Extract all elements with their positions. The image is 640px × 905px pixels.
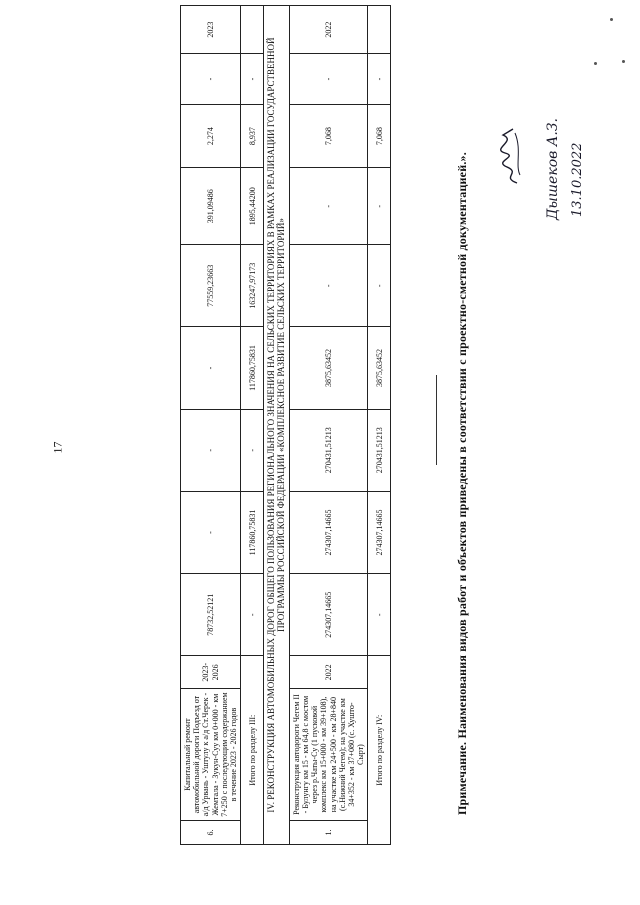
cell: 7,068 [289,104,368,168]
cell: 78732,52121 [181,574,241,656]
cell: 117860,75831 [241,491,264,573]
cell: - [368,54,391,104]
cell: - [368,574,391,656]
page-number: 17 [50,441,65,454]
cell: 274307,14665 [368,491,391,573]
cell: 274307,14665 [289,491,368,573]
works-table [180,5,391,845]
signature-scribble [495,125,525,185]
scan-dot [622,60,625,63]
cell: 3875,63452 [289,327,368,409]
table-row-total-4 [368,6,391,845]
cell [368,6,391,54]
object-name: Реконструкция автодороги Чегем II - Булунгу км 15 - км 64,8 с мостом через р.Чаты-Су (1 пусковой комплекс км 15+000 - км 39+108), на участке км 24+500 - км 28+840 (с.Нижний Чегем); на участке км 34+352 - км 37+080 (с. Хушто-Сырт) [289,689,368,821]
cell: 274307,14665 [289,574,368,656]
table-row [181,6,241,845]
cell: 77559,23663 [181,245,241,327]
cell [241,6,264,54]
object-name: Капитальный ремонт автомобильной дороги Подъезд от а/д Урвань - Уштулу к а/д Ст.Черек - Жемтала - Зукун-Суу км 0+000 - км 7+250 с последующим содержанием в течение 2023 - 2026 годов [181,689,241,821]
cell: 391,09486 [181,168,241,245]
cell: - [289,168,368,245]
cell: - [289,54,368,104]
cell: - [181,327,241,409]
total-label: Итого по разделу III: [241,656,264,845]
period: 2022 [289,656,368,689]
table-row [289,6,368,845]
cell: 8,937 [241,104,264,168]
cell: 1895,44200 [241,168,264,245]
total-label: Итого по разделу IV: [368,656,391,845]
table-row-total-3 [241,6,264,845]
scan-dot [594,62,597,65]
cell: 7,068 [368,104,391,168]
cell: 2,274 [181,104,241,168]
cell: - [289,245,368,327]
cell: 270431,51213 [368,409,391,491]
cell: - [368,245,391,327]
row-number: 1. [289,820,368,844]
row-number: 6. [181,820,241,844]
cell: - [181,491,241,573]
cell: - [181,409,241,491]
cell: 163247,97173 [241,245,264,327]
scan-dot [610,18,613,21]
cell: - [241,574,264,656]
cell: - [368,168,391,245]
cell: 2023 [181,6,241,54]
cell: 2022 [289,6,368,54]
cell: 270431,51213 [289,409,368,491]
handwritten-date: 13.10.2022 [570,142,585,217]
footnote: Примечание. Наименования видов работ и объектов приведены в соответствии с проектно-сметной документацией.». [455,152,469,815]
cell: - [181,54,241,104]
cell: - [241,54,264,104]
period: 2023-2026 [181,656,241,689]
section-title: IV. РЕКОНСТРУКЦИЯ АВТОМОБИЛЬНЫХ ДОРОГ ОБЩЕГО ПОЛЬЗОВАНИЯ РЕГИОНАЛЬНОГО ЗНАЧЕНИЯ НА СЕЛЬСКИХ ТЕРРИТОРИЯХ В РАМКАХ РЕАЛИЗАЦИИ ГОСУДАРСТВЕННОЙ ПРОГРАММЫ РОССИЙСКОЙ ФЕДЕРАЦИИ «КОМПЛЕКСНОЕ РАЗВИТИЕ СЕЛЬСКИХ ТЕРРИТОРИЙ» [264,6,290,845]
section-header-row [264,6,290,845]
horizontal-rule [436,375,437,465]
cell: 3875,63452 [368,327,391,409]
handwritten-name: Дышеков А.З. [545,118,561,220]
cell: 117860,75831 [241,327,264,409]
cell: - [241,409,264,491]
